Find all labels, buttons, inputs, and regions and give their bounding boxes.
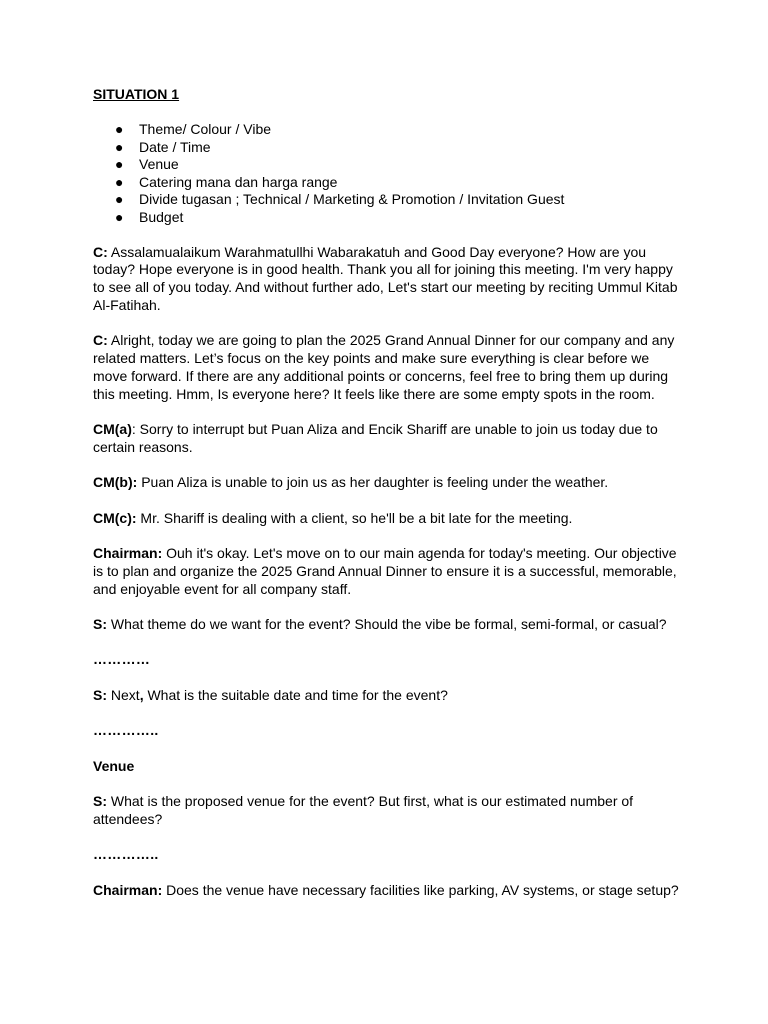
- dialogue-text: What theme do we want for the event? Should the vibe be formal, semi-formal, or casual?: [107, 616, 667, 633]
- speaker-label: C:: [93, 243, 108, 260]
- agenda-item: ● Venue: [115, 156, 179, 173]
- dialogue-paragraph: [93, 616, 683, 634]
- bullet-icon: ●: [115, 138, 124, 155]
- dialogue-text: Does the venue have necessary facilities like parking, AV systems, or stage setup?: [162, 881, 679, 898]
- dialogue-paragraph: [93, 687, 683, 705]
- dialogue-text: Mr. Shariff is dealing with a client, so he'll be a bit late for the meeting.: [136, 509, 573, 526]
- agenda-item: ● Theme/ Colour / Vibe: [115, 121, 272, 137]
- agenda-item: ● Date / Time: [115, 138, 211, 155]
- dialogue-text: : Sorry to interrupt but Puan Aliza and Encik Shariff are unable to join us today due to certain reasons.: [93, 421, 658, 455]
- dialogue-text: What is the proposed venue for the event? But first, what is our estimated number of attendees?: [93, 793, 634, 827]
- speaker-label: Chairman:: [93, 545, 163, 562]
- dialogue-text: Puan Aliza is unable to join us as her daughter is feeling under the weather.: [137, 474, 609, 491]
- speaker-label: S:: [93, 616, 107, 633]
- section-heading-venue: Venue: [93, 757, 135, 774]
- ellipsis-placeholder: …………..: [93, 722, 159, 739]
- dialogue-paragraph: [93, 332, 683, 403]
- ellipsis-placeholder: …………..: [93, 846, 159, 863]
- dialogue-paragraph: [93, 545, 683, 598]
- speaker-label: CM(c):: [93, 509, 137, 526]
- agenda-item: ● Budget: [115, 208, 184, 225]
- dialogue-paragraph: [93, 474, 683, 492]
- speaker-label: CM(b):: [93, 474, 138, 491]
- ellipsis-placeholder: …………: [93, 651, 151, 668]
- bullet-icon: ●: [115, 156, 124, 173]
- document-page: [93, 86, 683, 917]
- dialogue-paragraph: [93, 421, 683, 457]
- speaker-label: S:: [93, 686, 107, 703]
- bullet-icon: ●: [115, 173, 124, 190]
- bullet-icon: ●: [115, 121, 124, 137]
- dialogue-paragraph: [93, 510, 683, 528]
- dialogue-paragraph: [93, 244, 683, 315]
- speaker-label: C:: [93, 332, 108, 349]
- speaker-label: Chairman:: [93, 881, 163, 898]
- dialogue-text: Assalamualaikum Warahmatullhi Wabarakatuh and Good Day everyone? How are you today? Hope everyone is in good health. Thank you all for joining this meeting. I'm very happy to see all of you today. And without further ado, Let's start our meeting by reciting Ummul Kitab Al-Fatihah.: [93, 243, 678, 313]
- dialogue-text: Ouh it's okay. Let's move on to our main agenda for today's meeting. Our objective is to plan and organize the 2025 Grand Annual Dinner to ensure it is a successful, memorable, and enjoyable event for all company staff.: [93, 545, 677, 597]
- bullet-icon: ●: [115, 208, 124, 225]
- dialogue-text: Next: [107, 686, 140, 703]
- agenda-item: ● Divide tugasan ; Technical / Marketing & Promotion / Invitation Guest: [115, 191, 565, 208]
- dialogue-paragraph: [93, 882, 683, 900]
- bullet-icon: ●: [115, 191, 124, 208]
- speaker-label: S:: [93, 793, 107, 810]
- agenda-item: ● Catering mana dan harga range: [115, 173, 338, 190]
- dialogue-paragraph: [93, 793, 683, 829]
- agenda-list: [93, 121, 683, 227]
- dialogue-text: Alright, today we are going to plan the 2025 Grand Annual Dinner for our company and any related matters. Let’s focus on the key points and make sure everything is clear before we move forward. If there are any additional points or concerns, feel free to bring them up during this meeting. Hmm, Is everyone here? It feels like there are some empty spots in the room.: [93, 332, 675, 402]
- dialogue-text: What is the suitable date and time for the event?: [143, 686, 448, 703]
- dialogue-text: ,: [139, 686, 144, 703]
- situation-heading: SITUATION 1: [93, 86, 180, 102]
- speaker-label: CM(a): [93, 421, 132, 438]
